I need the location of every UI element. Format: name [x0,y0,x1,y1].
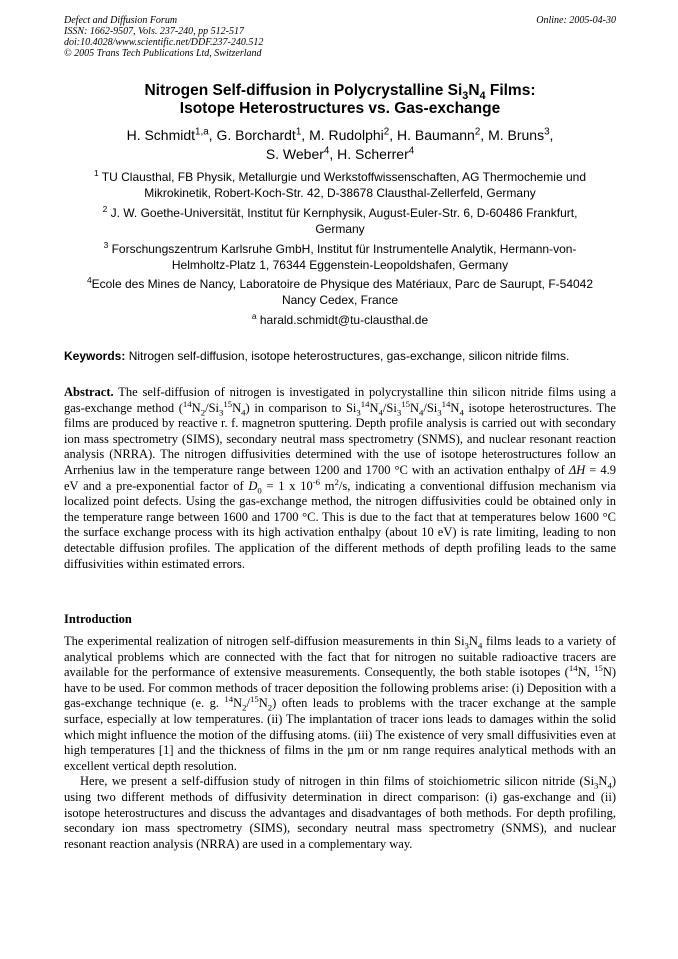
doi-line: doi:10.4028/www.scientific.net/DDF.237-240.512 [64,37,264,48]
online-date: Online: 2005-04-30 [536,15,616,26]
paper-title [64,82,616,118]
introduction-body [64,634,616,852]
affiliation-3: $^3$ Forschungszentrum Karlsruhe GmbH, Institut für Instrumentelle Analytik, Hermann-von- Helmholtz-Platz 1, 76344 Eggenstein-Leopoldshafen, Germany [103,240,577,272]
introduction-heading: Introduction [64,612,132,626]
intro-paragraph-1: The experimental realization of nitrogen self-diffusion measurements in thin $Si_3N_4$ films leads to a variety of analytical problems which are connected with the fact that for nitrogen no suitable radioactive tracers are available for the performance of extensive measurements. Consequently, the both stable isotopes ($^{14}$N, $^{15}$N) have to be used. For common methods of tracer deposition the following problems arise: (i) Deposition with a gas-exchange technique (e. g. $^{14}N_2/^{15}N_2$) often leads to problems with the tracer exchange at the sample surface, especially at low temperatures. (ii) The implantation of tracer ions leads to damages within the solid which might influence the motion of the diffusing atoms. (iii) The existence of very small diffusivities even at high temperatures [1] and the thickness of films in the µm or nm range requires analytical methods with an excellent vertical depth resolution. [64,634,617,773]
abstract-label: Abstract. [64,385,114,399]
affiliation-2: $^2$ J. W. Goethe-Universität, Institut für Kernphysik, August-Euler-Str. 6, D-60486 Frankfurt, Germany [102,204,578,236]
issn-line: ISSN: 1662-9507, Vols. 237-240, pp 512-517 [64,26,244,37]
journal-name: Defect and Diffusion Forum [64,15,178,26]
author-line-2: S. Weber$^4$, H. Scherrer$^4$ [265,145,415,162]
keywords-text: Nitrogen self-diffusion, isotope heterostructures, gas-exchange, silicon nitride films. [125,349,570,363]
abstract: Abstract. The self-diffusion of nitrogen is investigated in polycrystalline thin silicon nitride films using a gas-exchange method $(^{14}N_2/Si_3^{15}N_4)$ in comparison to $Si_3^{14}N_4/Si_3^{15}N_4/Si_3^{14}N_4$ isotope heterostructures. The films are produced by reactive r. f. magnetron sputtering. Depth profile analysis is carried out with secondary ion mass spectrometry (SIMS), secondary neutral mass spectrometry (SNMS), and nuclear resonant reaction analysis (NRRA). The nitrogen diffusivities determined with the use of isotope heterostructures follow an Arrhenius law in the temperature range between 1200 and 1700 °C with an activation enthalpy of ΔH = 4.9 eV and a pre-exponential factor of $D_0 = 1$ x $10^{-6}$ $m^2/s$, indicating a conventional diffusion mechanism via localized point defects. Using the gas-exchange method, the nitrogen diffusivities could be obtained only in the temperature range between 1600 and 1700 °C. This is due to the fact that at temperatures below 1600 °C the surface exchange process with its high activation enthalpy (about 10 eV) is rate limiting, leading to non detectable diffusion profiles. The application of the different methods of depth profiling leads to the same diffusivities within estimated errors. [64,385,616,571]
keywords [64,349,616,364]
copyright-line: © 2005 Trans Tech Publications Ltd, Switzerland [64,48,262,59]
journal-header [64,15,616,59]
affiliation-1: $^1$ TU Clausthal, FB Physik, Metallurgie und Werkstoffwissenschaften, AG Thermochemie und Mikrokinetik, Robert-Koch-Str. 42, D-38678 Clausthal-Zellerfeld, Germany [93,168,586,200]
author-line-1: H. Schmidt$^{1,a}$, G. Borchardt$^1$, M. Rudolphi$^2$, H. Baumann$^2$, M. Bruns$^3$, [126,126,554,143]
affiliation-4: $^4$Ecole des Mines de Nancy, Laboratoire de Physique des Matériaux, Parc de Saurupt, F-54042 Nancy Cedex, France [86,275,594,307]
author-list [64,126,616,164]
keywords-label: Keywords: [64,349,126,363]
author-email[interactable]: $^a$ harald.schmidt@tu-clausthal.de [251,311,429,327]
title-line-1: Nitrogen Self-diffusion in Polycrystalline $Si_3N_4$ Films: [144,82,536,103]
intro-paragraph-2: Here, we present a self-diffusion study of nitrogen in thin films of stoichiometric silicon nitride $(Si_3N_4)$ using two different methods of diffusivity determination in direct comparison: (i) gas-exchange and (ii) isotope heterostructures and discuss the advantages and disadvantages of both methods. For depth profiling, secondary ion mass spectrometry (SIMS), secondary neutral mass spectrometry (SNMS), and nuclear resonant reaction analysis (NRRA) are used in a complementary way. [64,774,616,851]
title-line-2: Isotope Heterostructures vs. Gas-exchange [179,100,501,117]
